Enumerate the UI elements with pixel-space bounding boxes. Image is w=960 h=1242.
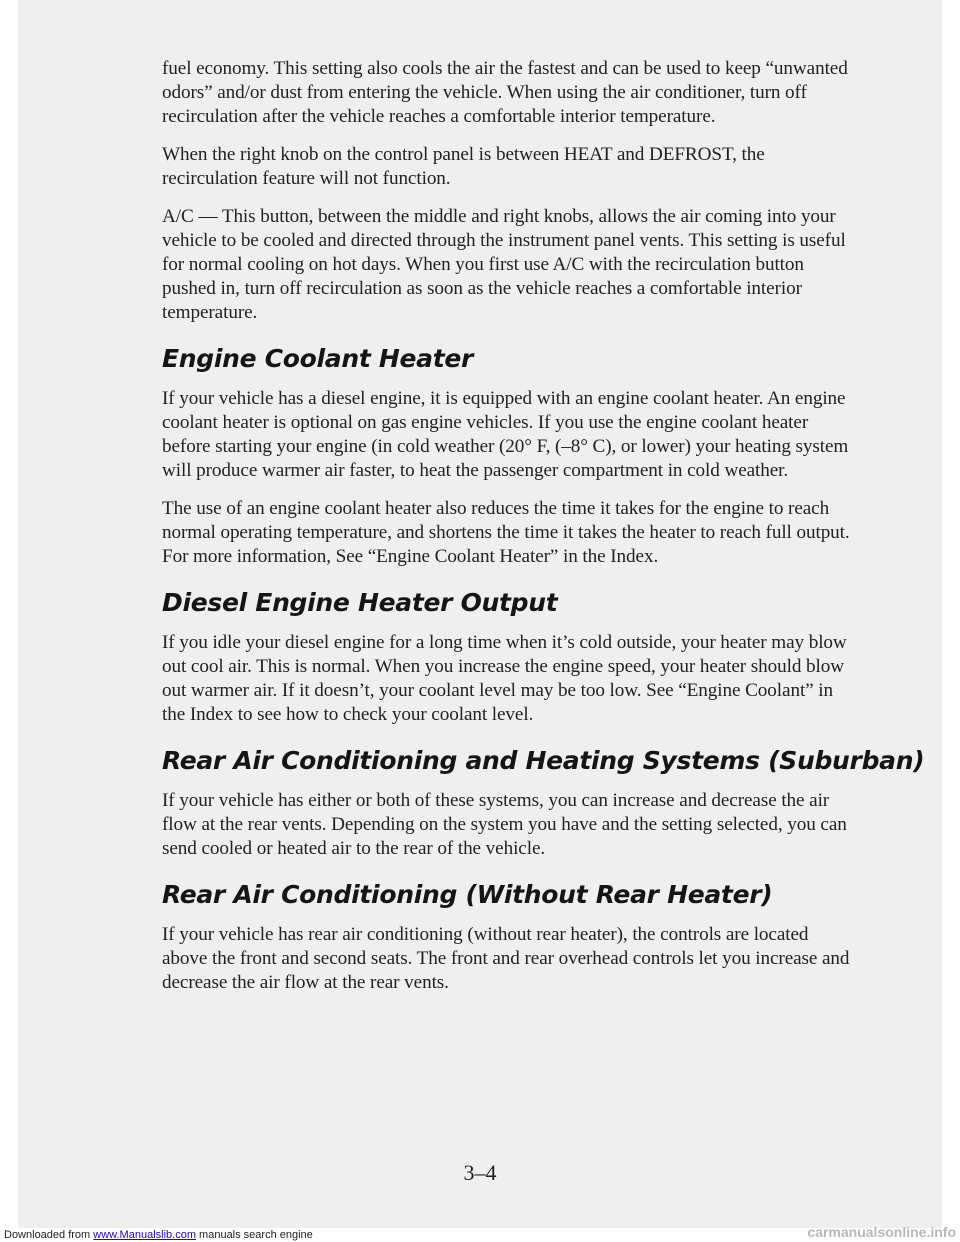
page-number: 3–4 xyxy=(463,1160,497,1185)
paragraph-diesel-heater: If you idle your diesel engine for a long time when it’s cold outside, your heater may blow out cool air. This is normal. When you increase the engine speed, your heater should blow out warmer air. If it doesn’t, your coolant level may be too low. See “Engine Coolant” in the Index to see how to check your coolant level. xyxy=(162,632,847,725)
paragraph-recirculation: fuel economy. This setting also cools the air the fastest and can be used to keep “unwanted odors” and/or dust from entering the vehicle. When using the air conditioner, turn off recirculation after the vehicle reaches a comfortable interior temperature. xyxy=(162,58,848,127)
paragraph-rear-ac-without-heater: If your vehicle has rear air conditioning (without rear heater), the controls are located above the front and second seats. The front and rear overhead controls let you increase and decrease the air flow at the rear vents. xyxy=(162,924,850,993)
watermark-logo: carmanualsonline.info xyxy=(807,1224,956,1240)
paragraph-rear-ac-heating: If your vehicle has either or both of these systems, you can increase and decrease the air flow at the rear vents. Depending on the system you have and the setting selected, you can send cooled or heated air to the rear of the vehicle. xyxy=(162,790,847,859)
page-content xyxy=(162,57,925,1009)
download-footer xyxy=(4,1228,313,1242)
footer-suffix: manuals search engine xyxy=(195,1229,313,1241)
heading-rear-ac-without-heater: Rear Air Conditioning (Without Rear Heater) xyxy=(162,880,773,909)
paragraph-right-knob: When the right knob on the control panel is between HEAT and DEFROST, the recirculation feature will not function. xyxy=(162,144,765,189)
heading-diesel-engine-heater-output: Diesel Engine Heater Output xyxy=(162,588,558,617)
paragraph-coolant-heater-2: The use of an engine coolant heater also reduces the time it takes for the engine to reach normal operating temperature, and shortens the time it takes the heater to reach full output. For more information, See “Engine Coolant Heater” in the Index. xyxy=(162,498,850,567)
heading-engine-coolant-heater: Engine Coolant Heater xyxy=(162,344,474,373)
heading-rear-ac-heating: Rear Air Conditioning and Heating Systems (Suburban) xyxy=(162,746,925,775)
footer-prefix: Downloaded from xyxy=(4,1229,94,1241)
manualslib-link[interactable]: www.Manualslib.com xyxy=(93,1229,196,1241)
paragraph-ac-button: A/C — This button, between the middle and right knobs, allows the air coming into your vehicle to be cooled and directed through the instrument panel vents. This setting is useful for normal cooling on hot days. When you first use A/C with the recirculation button pushed in, turn off recirculation as soon as the vehicle reaches a comfortable interior temperature. xyxy=(162,206,846,323)
paragraph-coolant-heater-1: If your vehicle has a diesel engine, it is equipped with an engine coolant heater. An engine coolant heater is optional on gas engine vehicles. If you use the engine coolant heater before starting your engine (in cold weather (20° F, (–8° C), or lower) your heating system will produce warmer air faster, to heat the passenger compartment in cold weather. xyxy=(162,388,849,481)
manual-page xyxy=(18,0,942,1228)
